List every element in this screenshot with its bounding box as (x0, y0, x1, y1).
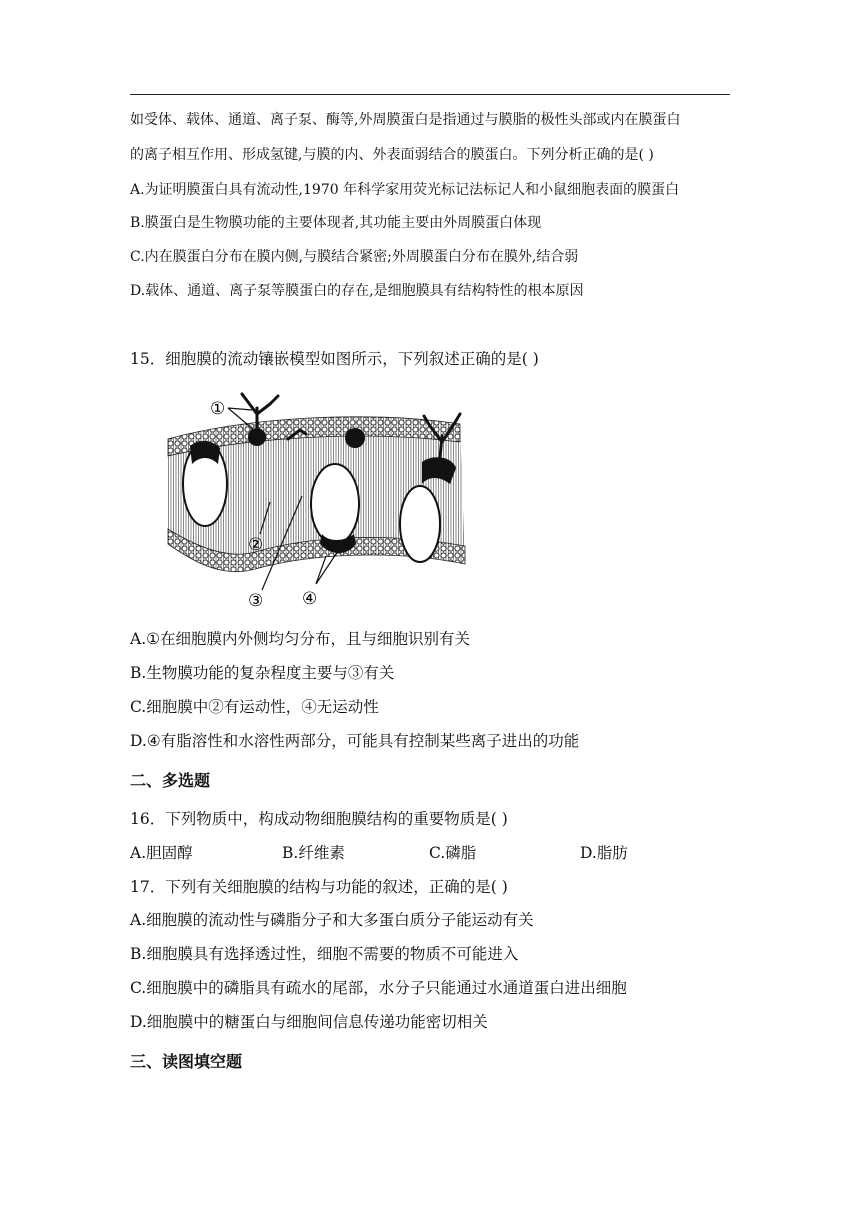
q14-option-a: A.为证明膜蛋白具有流动性,1970 年科学家用荧光标记法标记人和小鼠细胞表面的膜蛋白 (130, 182, 680, 198)
q17-option-b: B.细胞膜具有选择透过性，细胞不需要的物质不可能进入 (130, 945, 519, 963)
q15-option-a: A.①在细胞膜内外侧均匀分布，且与细胞识别有关 (130, 630, 471, 648)
q14-option-d: D.载体、通道、离子泵等膜蛋白的存在,是细胞膜具有结构特性的根本原因 (130, 283, 584, 299)
q16-option-a: A.胆固醇 (130, 844, 193, 862)
figure-label-2: ② (248, 535, 264, 555)
q17-option-a: A.细胞膜的流动性与磷脂分子和大多蛋白质分子能运动有关 (130, 911, 534, 929)
figure-label-4: ④ (302, 589, 318, 609)
q14-text-line-2: 的离子相互作用、形成氢键,与膜的内、外表面弱结合的膜蛋白。下列分析正确的是( ) (130, 147, 654, 163)
section-title-fill-in: 三、读图填空题 (130, 1052, 243, 1071)
q14-option-c: C.内在膜蛋白分布在膜内侧,与膜结合紧密;外周膜蛋白分布在膜外,结合弱 (130, 249, 579, 265)
membrane-figure (160, 384, 472, 612)
figure-label-1: ① (210, 399, 226, 419)
q14-option-b: B.膜蛋白是生物膜功能的主要体现者,其功能主要由外周膜蛋白体现 (130, 215, 542, 231)
figure-label-3: ③ (248, 591, 264, 611)
q16-option-d: D.脂肪 (580, 844, 628, 862)
q15-stem: 15．细胞膜的流动镶嵌模型如图所示，下列叙述正确的是( ) (130, 350, 539, 368)
header-rule (130, 94, 730, 95)
q17-option-d: D.细胞膜中的糖蛋白与细胞间信息传递功能密切相关 (130, 1013, 488, 1031)
section-title-multiple-choice: 二、多选题 (130, 771, 211, 790)
q16-option-b: B.纤维素 (282, 844, 345, 862)
q15-option-b: B.生物膜功能的复杂程度主要与③有关 (130, 664, 395, 682)
q17-stem: 17．下列有关细胞膜的结构与功能的叙述，正确的是( ) (130, 878, 508, 896)
q15-option-c: C.细胞膜中②有运动性，④无运动性 (130, 698, 379, 716)
q15-option-d: D.④有脂溶性和水溶性两部分，可能具有控制某些离子进出的功能 (130, 732, 580, 750)
q14-text-line-1: 如受体、载体、通道、离子泵、酶等,外周膜蛋白是指通过与膜脂的极性头部或内在膜蛋白 (130, 112, 681, 128)
q16-stem: 16．下列物质中，构成动物细胞膜结构的重要物质是( ) (130, 810, 508, 828)
q16-option-c: C.磷脂 (429, 844, 477, 862)
q17-option-c: C.细胞膜中的磷脂具有疏水的尾部，水分子只能通过水通道蛋白进出细胞 (130, 979, 627, 997)
